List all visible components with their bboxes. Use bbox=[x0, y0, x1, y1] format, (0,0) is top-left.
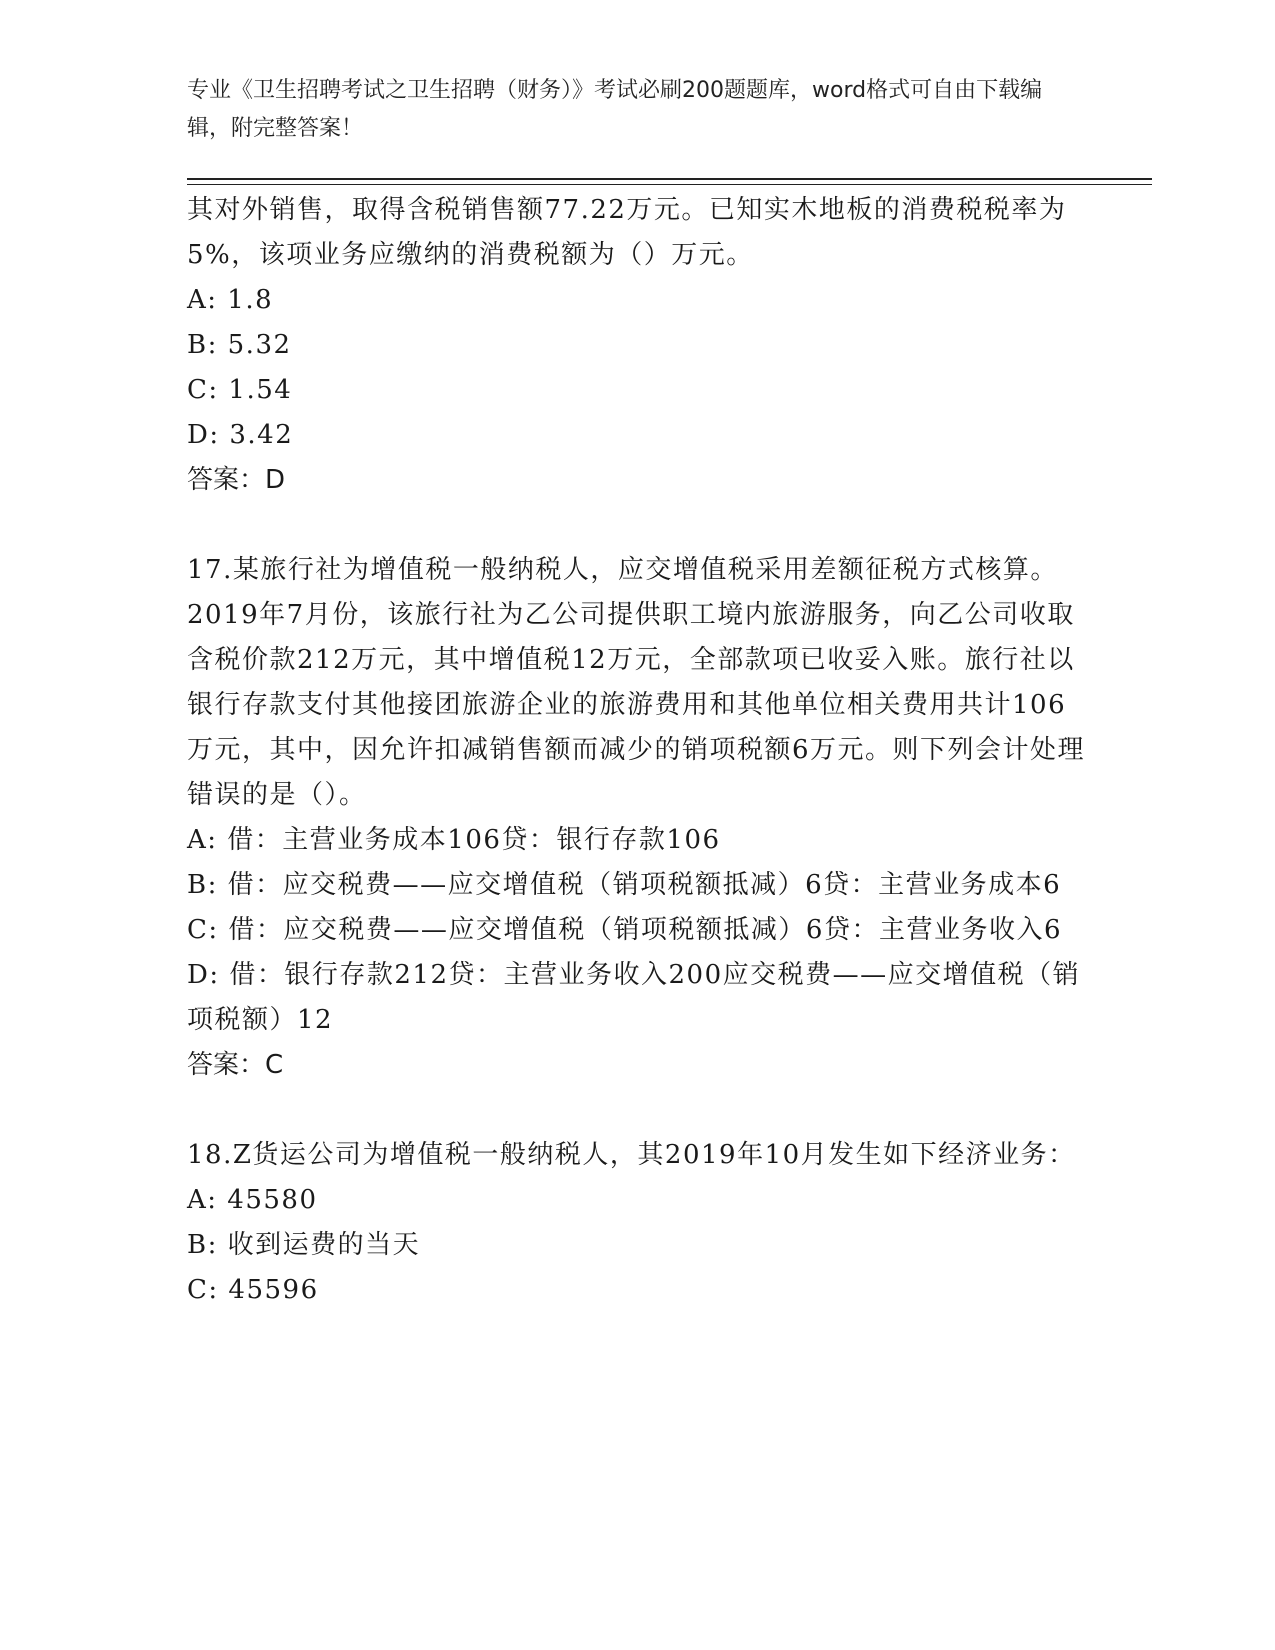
question-16 bbox=[187, 188, 1087, 503]
option-c: C: 45596 bbox=[187, 1275, 319, 1305]
option-c: C: 1.54 bbox=[187, 375, 293, 405]
document-body bbox=[187, 188, 1087, 1313]
option-d: D: 3.42 bbox=[187, 420, 294, 450]
answer: 答案：C bbox=[187, 1050, 284, 1080]
option-b: B: 5.32 bbox=[187, 330, 292, 360]
option-a: A: 45580 bbox=[187, 1185, 318, 1215]
spacer bbox=[187, 503, 1087, 548]
question-18 bbox=[187, 1133, 1087, 1313]
option-a: A: 1.8 bbox=[187, 285, 274, 315]
spacer bbox=[187, 1088, 1087, 1133]
option-c: C: 借：应交税费——应交增值税（销项税额抵减）6贷：主营业务收入6 bbox=[187, 915, 1063, 945]
option-a: A: 借：主营业务成本106贷：银行存款106 bbox=[187, 825, 721, 855]
option-b: B: 收到运费的当天 bbox=[187, 1230, 421, 1260]
document-header: 专业《卫生招聘考试之卫生招聘（财务）》考试必刷200题题库，word格式可自由下载编辑，附完整答案！ bbox=[187, 78, 1043, 141]
question-stem: 18.Z货运公司为增值税一般纳税人，其2019年10月发生如下经济业务： bbox=[187, 1140, 1076, 1170]
option-b: B: 借：应交税费——应交增值税（销项税额抵减）6贷：主营业务成本6 bbox=[187, 870, 1062, 900]
header-divider-thin bbox=[187, 184, 1152, 185]
question-17 bbox=[187, 548, 1087, 1088]
answer: 答案：D bbox=[187, 465, 286, 495]
question-stem: 其对外销售，取得含税销售额77.22万元。已知实木地板的消费税税率为5%，该项业务应缴纳的消费税额为（）万元。 bbox=[187, 195, 1067, 270]
question-stem: 17.某旅行社为增值税一般纳税人，应交增值税采用差额征税方式核算。2019年7月份，该旅行社为乙公司提供职工境内旅游服务，向乙公司收取含税价款212万元，其中增值税12万元，全部款项已收妥入账。旅行社以银行存款支付其他接团旅游企业的旅游费用和其他单位相关费用共计106万元，其中，因允许扣减销售额而减少的销项税额6万元。则下列会计处理错误的是（）。 bbox=[187, 555, 1086, 810]
option-d: D: 借：银行存款212贷：主营业务收入200应交税费——应交增值税（销项税额）12 bbox=[187, 960, 1081, 1035]
header-divider-thick bbox=[187, 178, 1152, 180]
